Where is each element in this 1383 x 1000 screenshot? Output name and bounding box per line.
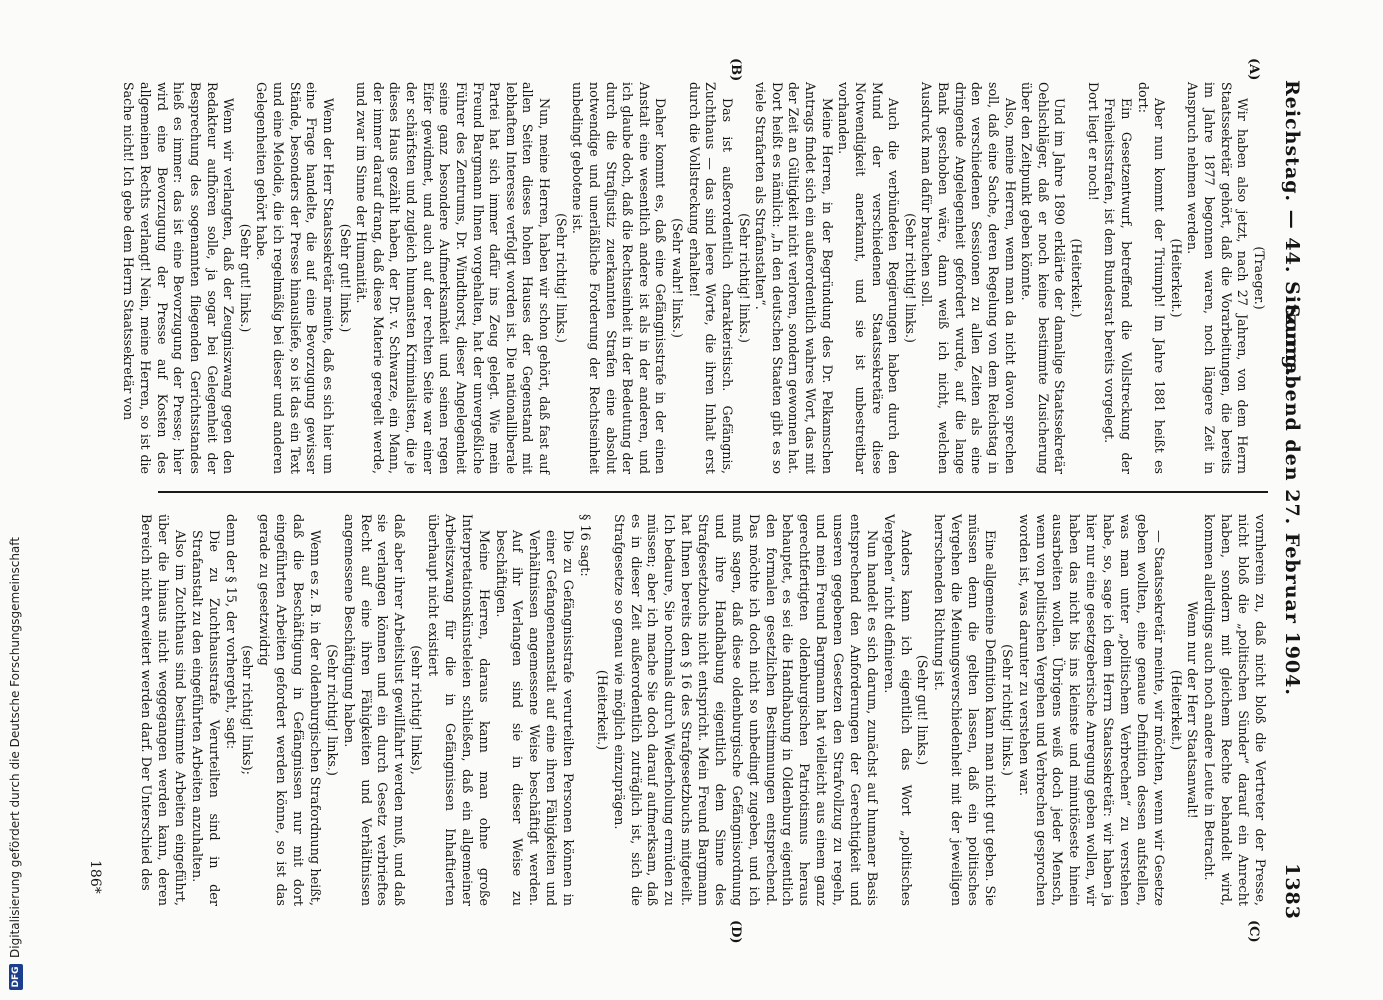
quoted-text: Die zu Gefängnisstrafe verurteilten Personen können in einer Gefangenenanstalt auf eine ihren Fähigkeiten und Verhältnissen angemessene Weise beschäftigt werden. Auf ihr Verlangen sind sie in dieser Weise zu beschäftigen. (492, 530, 576, 906)
paragraph: daß aber ihrer Arbeitslust gewillfahrt werden muß, und daß sie verlangen können und ein durch Gesetz verbrieftes Recht auf eine ihren Fähigkeiten und Verhältnissen angemessene Beschäftigung haben. (340, 514, 407, 906)
margin-letter-a: (A) (1246, 58, 1261, 81)
margin-letter-c: (C) (1246, 920, 1261, 943)
left-column (120, 82, 1267, 474)
interjection: (Sehr richtig! links.) (736, 213, 752, 343)
margin-letter-d: (D) (728, 920, 743, 944)
interjection: (Heiterkeit.) (1167, 669, 1183, 751)
paragraph: Also im Zuchthaus sind bestimmte Arbeiten eingeführt, über die hinaus nicht weggegangen werden kann, deren Bereich nicht erweitert werden darf. Der Unterschied des (138, 514, 187, 906)
paragraph: Wenn es z. B. in der oldenburgischen Strafordnung heißt, daß die Beschäftigung in Gefängnissen nur mit dort eingeführten Arbeiten gefordert werden könne, so ist das gerade zu gesetzwidrig (256, 514, 322, 906)
column-divider (158, 491, 1268, 493)
interjection: (Sehr richtig! links.) (998, 644, 1014, 776)
paragraph: Anders kann ich eigentlich das Wort „politisches Vergehen“ nicht definieren. (880, 514, 913, 906)
running-head (1273, 80, 1303, 920)
paragraph: Meine Herren, daraus kann man ohne große Interpretationskünsteleien schließen, daß ein allgemeiner Arbeitszwang für die in Gefängnissen Inhaftierten überhaupt nicht existiert (425, 514, 491, 906)
quoted-text: Die zu Zuchthausstrafe Verurteilten sind in der Strafanstalt zu den eingeführten Arbeiten anzuhalten. (188, 530, 221, 906)
header-session: Reichstag. — 44. Sitzung. (1281, 80, 1303, 378)
interjection: (Heiterkeit.) (1069, 238, 1085, 318)
paragraph: Meine Herren, in der Begründung des Dr. Pelkamschen Antrags findet sich ein außerordentlich wahres Wort, das mit der Zeit an Gültigkeit nicht verloren, sondern gewonnen hat. Dort heißt es nämlich: „In den deutschen Staaten gibt es so viele Strafarten als Strafanstalten“. (753, 82, 835, 474)
interjection: (Sehr richtig! links.) (323, 644, 339, 776)
paragraph: Wir haben also jetzt, nach 27 Jahren, von dem Herrn Staatssekretär gehört, daß die Vorarbeitungen, die bereits im Jahre 1877 begonnen waren, noch längere Zeit in Anspruch nehmen werden. (1185, 82, 1251, 474)
paragraph: vornherein zu, daß nicht bloß die Vertreter der Presse, nicht bloß die „politischen Sünder“ darauf ein Anrecht haben, sondern mit gleichem Rechte behandelt wird, kommen allerdings auch noch andere Leute in Betracht. (1201, 514, 1267, 906)
interjection: (Heiterkeit.) (1168, 238, 1184, 318)
interjection: (Sehr gut! links.) (237, 223, 253, 333)
interjection: (Traeger.) (1252, 246, 1267, 310)
paragraph: denn der § 15, der vorhergeht, sagt: (222, 514, 238, 750)
paragraph: Dort liegt er noch! (1085, 82, 1101, 201)
interjection: (Heiterkeit.) (593, 669, 609, 751)
paragraph: Eine allgemeine Definition kann man nicht gut geben. Sie müssen denn die gelten lassen, daß ein politisches Vergehen die Meinungsverschiedenheit mit der jeweiligen herrschenden Richtung ist. (931, 514, 997, 906)
interjection: (Sehr wahr! links.) (670, 218, 686, 338)
margin-letter-b: (B) (728, 58, 743, 82)
paragraph: Also, meine Herren, wenn man da nicht davon sprechen soll, daß eine Sache, deren Regelung von dem Reichstag in den verschiedenen Sessionen zu allen Zeiten als eine dringende Angelegenheit gefordert wurde, auf die lange Bank geschoben wäre, dann weiß ich nicht, welchen Ausdruck man dafür brauchen soll. (919, 82, 1018, 474)
credit-text: Digitalisierung gefördert durch die Deutsche Forschungsgemeinschaft (8, 536, 22, 958)
paragraph: Daher kommt es, daß eine Gefängnisstrafe in der einen Anstalt eine wesentlich andere ist als in der anderen, und ich glaube doch, daß die Rechtseinheit in der Bedeutung der durch die Strafjustiz zuerkannten Strafen eine absolut notwendige und unerläßliche Forderung der Rechtseinheit unbedingt gebotene ist. (570, 82, 669, 474)
paragraph: Nun, meine Herren, haben wir schon gehört, daß fast auf allen Seiten dieses hohen Hauses der Gegenstand mit lebhaftem Interesse verfolgt worden ist. Die nationalliberale Partei hat sich immer dafür ins Zeug gelegt. Wie mein Freund Bargmann Ihnen vorgehalten, hat der unvergeßliche Führer des Zentrums, Dr. Windthorst, dieser Angelegenheit seine ganz besondere Aufmerksamkeit und seinen regen Eifer gewidmet, und auch auf der rechten Seite war einer der schärfsten und zugleich humansten Kriminalisten, die je dieses Haus gezählt haben, der Dr. v. Schwarze, ein Mann, der immer darauf drang, daß diese Materie geregelt werde, und zwar im Sinne der Humanität. (354, 82, 553, 474)
interjection: Wenn nur der Herr Staatsanwalt! (1184, 601, 1200, 819)
quoted-text: Ein Gesetzentwurf, betreffend die Vollstreckung der Freiheitsstrafen, ist dem Bundesrat bereits vorgelegt. (1102, 98, 1134, 474)
paragraph: — Staatssekretär meinte, wir möchten, wenn wir Gesetze geben wollten, eine genaue Definition dessen aufstellen, was man unter „politischem Verbrechen“ zu verstehen habe, so, sage ich dem Herrn Staatssekretär: wir haben ja hier nur eine gesetzgeberische Anregung geben wollen, wir haben das nicht bis ins kleinste und minutiöseste hinein ausarbeiten wollen. Übrigens weiß doch jeder Mensch, wenn von politischen Vergehen und Verbrechen gesprochen worden ist, was darunter zu verstehen war. (1015, 514, 1166, 906)
interjection: (Sehr richtig! links.) (553, 213, 569, 343)
paragraph: Das ist außerordentlich charakteristisch. Gefängnis, Zuchthaus — das sind leere Worte, die ihren Inhalt erst durch die Vollstreckung erhalten! (686, 82, 735, 474)
interjection: (Sehr gut! links.) (914, 654, 930, 766)
sheet-number: 186* (87, 860, 103, 894)
interjection: (sehr richtig! links); (239, 645, 255, 775)
interjection: (sehr richtig! links), (408, 645, 424, 775)
paragraph: Aber nun kommt der Triumph! Im Jahre 1881 heißt es dort: (1135, 82, 1168, 474)
interjection: (Sehr richtig! links.) (902, 213, 918, 343)
paragraph: Nun handelt es sich darum, zunächst auf humaner Basis entsprechend den Anforderungen der Gerechtigkeit und unseren gegebenen Gesetzen den Strafvollzug zu regeln, und mein Freund Bargmann hat vielleicht aus einem ganz gerechtfertigten oldenburgischen Patriotismus heraus behauptet, es sei die Handhabung in Oldenburg eigentlich den formalen gesetzlichen Bestimmungen entsprechend. Das möchte ich doch nicht so unbedingt zugeben, und ich muß sagen, daß diese oldenburgische Gefängnisordnung und ihre Handhabung eigentlich dem Sinne des Strafgesetzbuchs nicht entspricht. Mein Freund Bargmann hat Ihnen bereits den § 16 des Strafgesetzbuchs mitgeteilt. Ich bedaure, Sie nochmals durch Wiederholung ermüden zu müssen; aber ich mache Sie doch darauf aufmerksam, daß es in dieser Zeit außerordentlich zuträglich ist, sich die Strafgesetze so genau wie möglich einzuprägen. (610, 514, 879, 906)
paragraph: Wenn wir verlangten, daß der Zeugniszwang gegen den Redakteur aufhören solle, ja sogar bei Gelegenheit der Besprechung des sogenannten fliegenden Gerichtsstandes hieß es immer: das ist eine Bevorzugung der Presse; hier wird eine Bevorzugung der Presse auf Kosten des allgemeinen Rechts verlangt! Nein, meine Herren, so ist die Sache nicht! Ich gebe dem Herrn Staatssekretär von (121, 82, 237, 474)
digitization-credit (8, 537, 23, 990)
dfg-logo: DFG (9, 964, 23, 990)
right-column (136, 514, 1267, 906)
paragraph: Wenn der Herr Staatssekretär meinte, daß es sich hier um eine Frage handelte, die auf eine Bevorzugung gewisser Stände, besonders der Presse hinausliefe, so ist das ein Text und eine Melodie, die ich regelmäßig bei dieser und anderen Gelegenheiten gehört habe. (254, 82, 336, 474)
paragraph: Auch die verbündeten Regierungen haben durch den Mund der verschiedenen Staatssekretäre diese Notwendigkeit anerkannt, und sie ist unbestreitbar vorhanden. (836, 82, 902, 474)
paragraph: Und im Jahre 1890 erklärte der damalige Staatssekretär Oehlschläger, daß er noch keine bestimmte Zusicherung über den Zeitpunkt geben könnte. (1019, 82, 1068, 474)
header-date: Sonnabend den 27. Februar 1904. (1281, 304, 1303, 696)
interjection: (Sehr gut! links.) (337, 223, 353, 333)
paragraph: § 16 sagt: (577, 514, 592, 577)
header-page-number: 1383 (1281, 863, 1303, 920)
